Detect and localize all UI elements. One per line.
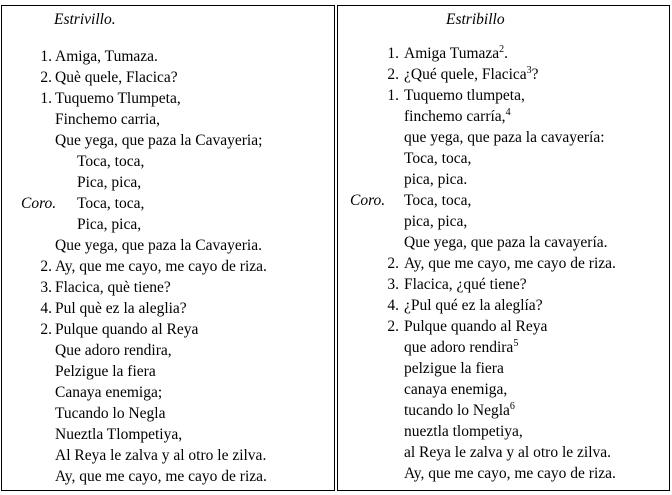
verse-line — [2, 151, 334, 172]
verse-text: Pica, pica, — [77, 216, 142, 233]
verse-text: ¿Qué quele, Flacica$^3$? — [404, 65, 539, 83]
verse-text: Que yega, que paza la Cavayeria; — [55, 132, 263, 149]
verse-text: Tuquemo tlumpeta, — [404, 87, 525, 104]
verse-line — [2, 361, 334, 382]
verse-text: Ay, que me cayo, me cayo de riza. — [404, 255, 616, 272]
right-column-title: Estribillo — [446, 11, 505, 28]
verse-number: 4. — [387, 297, 399, 314]
verse-text: nueztla tlompetiya, — [404, 423, 523, 440]
verse-line — [2, 235, 334, 256]
verse-line — [2, 193, 334, 214]
verse-text: Que yega, que paza la Cavayeria. — [55, 237, 262, 254]
verse-text: Pulque quando al Reya — [404, 318, 548, 335]
verse-text: que yega, que paza la cavayería: — [404, 129, 605, 146]
verse-number: 1. — [387, 87, 399, 104]
verse-line — [338, 274, 669, 295]
footnote-marker: 6 — [509, 401, 515, 412]
verse-text: Pul què ez la aleglia? — [55, 300, 187, 317]
verse-number: 3. — [40, 279, 52, 296]
verse-line — [338, 463, 669, 484]
verse-line — [338, 148, 669, 169]
verse-line — [2, 382, 334, 403]
verse-line — [2, 214, 334, 235]
verse-text: canaya enemiga, — [404, 381, 508, 398]
verse-text: Toca, toca, — [77, 195, 145, 212]
verse-line — [338, 232, 669, 253]
verse-line — [338, 253, 669, 274]
verse-text: al Reya le zalva y al otro le zilva. — [404, 444, 612, 461]
verse-line — [338, 295, 669, 316]
verse-text: Tucando lo Negla — [55, 405, 166, 422]
verse-line — [2, 67, 334, 88]
coro-label: Coro. — [21, 195, 57, 212]
verse-number: 2. — [387, 318, 399, 335]
verse-number: 2. — [40, 258, 52, 275]
verse-line — [338, 190, 669, 211]
footnote-marker: 4 — [505, 107, 511, 118]
footnote-marker: 3 — [526, 65, 532, 76]
verse-line — [2, 88, 334, 109]
verse-line — [338, 64, 669, 85]
verse-text: pelzigue la fiera — [404, 360, 504, 377]
verse-text: que adoro rendira$^5$ — [404, 338, 519, 356]
verse-text: Nueztla Tlompetiya, — [55, 426, 183, 443]
verse-line — [2, 298, 334, 319]
verse-text: Ay, que me cayo, me cayo de riza. — [55, 258, 267, 275]
verse-text: Toca, toca, — [77, 153, 145, 170]
verse-line — [2, 424, 334, 445]
verse-text: Amiga, Tumaza. — [55, 48, 158, 65]
left-column — [1, 5, 335, 491]
verse-number: 2. — [40, 69, 52, 86]
verse-text: Amiga Tumaza$^2$. — [404, 44, 509, 62]
verse-line — [2, 403, 334, 424]
verse-line — [338, 211, 669, 232]
left-column-title: Estrivillo. — [54, 11, 116, 28]
verse-line — [338, 358, 669, 379]
verse-text: Finchemo carria, — [55, 111, 161, 128]
verse-line — [2, 445, 334, 466]
verse-line — [338, 127, 669, 148]
coro-label: Coro. — [350, 192, 386, 209]
verse-line — [338, 421, 669, 442]
verse-line — [338, 316, 669, 337]
verse-text: Pelzigue la fiera — [55, 363, 156, 380]
verse-text: Tuquemo Tlumpeta, — [55, 90, 181, 107]
verse-line — [338, 85, 669, 106]
verse-line — [338, 43, 669, 64]
verse-number: 1. — [40, 90, 52, 107]
verse-text: Flacica, ¿qué tiene? — [404, 276, 527, 293]
verse-text: Al Reya le zalva y al otro le zilva. — [55, 447, 267, 464]
verse-text: Canaya enemiga; — [55, 384, 163, 401]
verse-line — [2, 277, 334, 298]
footnote-marker: 5 — [513, 338, 519, 349]
verse-number: 3. — [387, 276, 399, 293]
verse-text: Pica, pica, — [77, 174, 142, 191]
verse-line — [338, 400, 669, 421]
footnote-marker: 2 — [499, 44, 505, 55]
verse-text: Flacica, què tiene? — [55, 279, 171, 296]
verse-line — [2, 340, 334, 361]
verse-text: ¿Pul qué ez la aleglía? — [404, 297, 543, 314]
verse-text: finchemo carría,$^4$ — [404, 107, 511, 125]
verse-line — [338, 169, 669, 190]
verse-line — [338, 442, 669, 463]
verse-text: Que yega, que paza la cavayería. — [404, 234, 608, 251]
verse-line — [338, 106, 669, 127]
verse-number: 4. — [40, 300, 52, 317]
verse-text: Ay, que me cayo, me cayo de riza. — [55, 468, 267, 485]
verse-number: 1. — [40, 48, 52, 65]
verse-number: 2. — [40, 321, 52, 338]
verse-text: Què quele, Flacica? — [55, 69, 178, 86]
right-column — [337, 5, 670, 491]
verse-line — [338, 379, 669, 400]
verse-text: Toca, toca, — [404, 192, 472, 209]
verse-line — [338, 337, 669, 358]
verse-line — [2, 319, 334, 340]
verse-text: Ay, que me cayo, me cayo de riza. — [404, 465, 616, 482]
verse-text: tucando lo Negla$^6$ — [404, 401, 515, 419]
verse-text: pica, pica. — [404, 171, 468, 188]
verse-text: pica, pica, — [404, 213, 468, 230]
verse-line — [2, 466, 334, 487]
verse-number: 2. — [387, 255, 399, 272]
verse-number: 2. — [387, 66, 399, 83]
verse-line — [2, 172, 334, 193]
verse-text: Pulque quando al Reya — [55, 321, 199, 338]
verse-text: Toca, toca, — [404, 150, 472, 167]
verse-text: Que adoro rendira, — [55, 342, 172, 359]
verse-number: 1. — [387, 45, 399, 62]
verse-line — [2, 256, 334, 277]
verse-line — [2, 46, 334, 67]
verse-line — [2, 109, 334, 130]
verse-line — [2, 130, 334, 151]
